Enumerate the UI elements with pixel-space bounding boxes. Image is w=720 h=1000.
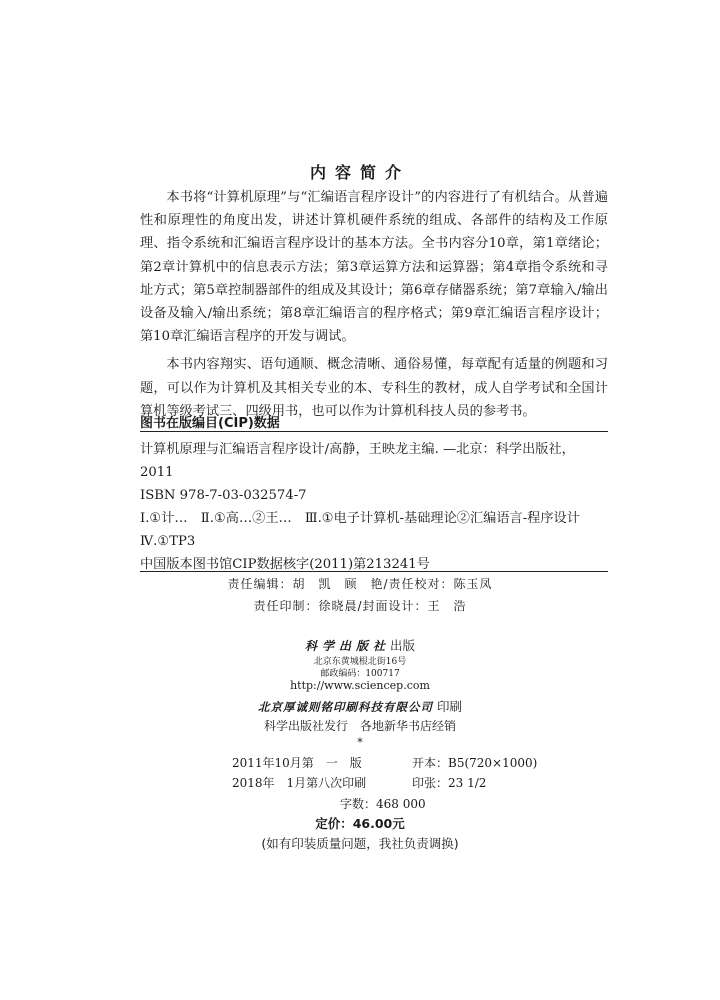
printing-date: 2018年 1月第八次印刷: [232, 776, 367, 790]
cip-top-rule: [140, 431, 608, 432]
summary-paragraph: 本书内容翔实、语句通顺、概念清晰、通俗易懂，每章配有适量的例题和习题，可以作为计算机及其相关专业的本、专科生的教材，成人自学考试和全国计算机等级考试三、四级用书，也可以作为计算机科技人员的参考书。: [140, 357, 608, 419]
cip-line-title: 计算机原理与汇编语言程序设计/高静，王映龙主编. —北京：科学出版社，2011: [140, 442, 575, 480]
print-sheets: 印张：23 1/2: [412, 776, 487, 790]
printer-suffix: 印刷: [436, 699, 462, 714]
publisher-suffix: 出版: [390, 638, 416, 653]
publisher-url: http://www.sciencep.com: [290, 679, 430, 692]
distribution-line: 科学出版社发行 各地新华书店经销: [263, 719, 456, 733]
edition-date: 2011年10月第 一 版: [232, 756, 362, 770]
cip-block: [140, 438, 608, 576]
cip-line-classification: Ⅰ.①计… Ⅱ.①高…②王… Ⅲ.①电子计算机-基础理论②汇编语言-程序设计 Ⅳ.①TP3: [140, 511, 594, 549]
publisher-address: 北京东黄城根北街16号: [313, 657, 407, 667]
printer-name: 北京厚诚则铭印刷科技有限公司: [258, 700, 433, 714]
publisher-name: 科学出版社: [304, 639, 390, 653]
book-format: 开本：B5(720×1000): [412, 756, 538, 770]
print-design-line: 责任印制：徐晓晨/封面设计：王 浩: [253, 599, 467, 613]
cip-heading: 图书在版编目(CIP)数据: [140, 416, 280, 431]
summary-title: 内容简介: [309, 163, 410, 182]
summary-body: [140, 186, 608, 428]
summary-paragraph: 本书将“计算机原理”与“汇编语言程序设计”的内容进行了有机结合。从普遍性和原理性的角度出发，讲述计算机硬件系统的组成、各部件的结构及工作原理、指令系统和汇编语言程序设计的基本方法。全书内容分10章，第1章绪论；第2章计算机中的信息表示方法；第3章运算方法和运算器；第4章指令系统和寻址方式；第5章控制器部件的组成及其设计；第6章存储器系统；第7章输入/输出设备及输入/输出系统；第8章汇编语言的程序格式；第9章汇编语言程序设计；第10章汇编语言程序的开发与调试。: [140, 190, 608, 345]
editor-line: 责任编辑：胡 凯 顾 艳/责任校对：陈玉凤: [227, 577, 493, 591]
cip-bottom-rule: [140, 571, 608, 572]
publisher-line: [0, 636, 720, 654]
cip-line-record: 中国版本图书馆CIP数据核字(2011)第213241号: [140, 557, 430, 572]
printer-line: [0, 697, 720, 715]
quality-note: (如有印装质量问题，我社负责调换): [261, 836, 459, 851]
separator-star: *: [357, 736, 363, 749]
word-count: 字数：468 000: [340, 797, 426, 811]
publisher-postcode: 邮政编码：100717: [320, 669, 400, 679]
price: 定价：46.00元: [315, 816, 405, 831]
cip-line-isbn: ISBN 978-7-03-032574-7: [140, 488, 307, 503]
